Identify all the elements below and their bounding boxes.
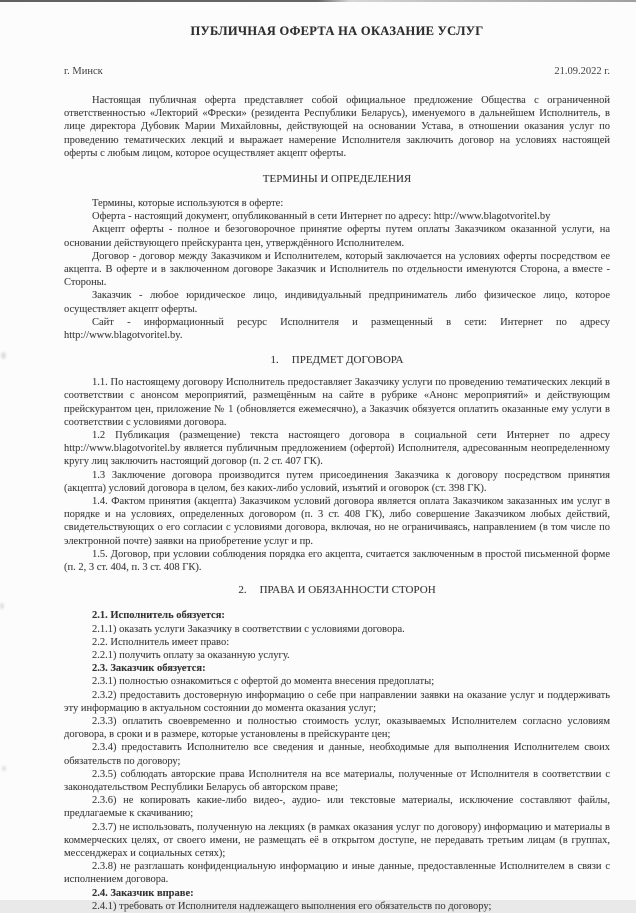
clause-2-2-1: 2.2.1) получить оплату за оказанную услугу. bbox=[92, 649, 290, 661]
clause-2-3-header: 2.3. Заказчик обязуется: bbox=[92, 663, 206, 675]
clause-2-2-header: 2.2. Исполнитель имеет право: bbox=[92, 636, 230, 648]
terms-intro-line: Термины, которые используются в оферте: bbox=[92, 198, 284, 210]
clause-2-3-1: 2.3.1) полностью ознакомиться с офертой до момента внесения предоплаты; bbox=[92, 676, 435, 688]
term-zakazchik: Заказчик - любое юридическое лицо, индивидуальный предприниматель либо физическое лицо, которое осуществляет акцепт оферты. bbox=[64, 290, 610, 315]
clause-1-3: 1.3 Заключение договора производится путем присоединения Заказчика к договору посредством принятия (акцепта) условий договора в целом, без каких-либо условий, изъятий и оговорок (ст. 398 ГК). bbox=[64, 469, 610, 494]
term-sait: Сайт - информационный ресурс Исполнителя и размещенный в сети: Интернет по адресу http://www.blagotvoritel.by. bbox=[64, 316, 610, 342]
clause-1-2: 1.2 Публикация (размещение) текста настоящего договора в социальной сети Интернет по адресу http://www.blagotvoritel.by является публичным предложением (офертой) Исполнителя, адресованным неопределенному кругу лиц заключить настоящий договор (п. 2 ст. 407 ГК). bbox=[64, 430, 610, 468]
term-dogovor: Договор - договор между Заказчиком и Исполнителем, который заключается на условиях оферты посредством ее акцепта. В оферте и в заключенном договоре Заказчик и Исполнитель по отдельности именуются Сторона, а вместе - Стороны. bbox=[64, 250, 610, 289]
clause-2-3-3: 2.3.3) оплатить своевременно и полностью стоимость услуг, оказываемых Исполнителем согласно условиям договора, в сроки и в размере, которые установлены в прейскуранте цен; bbox=[64, 715, 610, 741]
clause-2-3-6: 2.3.6) не копировать какие-либо видео-, аудио- или текстовые материалы, исключение составляют файлы, предлагаемые к скачиванию; bbox=[64, 795, 610, 820]
clause-1-1: 1.1. По настоящему договору Исполнитель предоставляет Заказчику услуги по проведению тематических лекций в соответствии с анонсом мероприятий, размещённым на сайте в рубрике «Анонс мероприятий» и действующим прейскурантом цен, приложение № 1 (обновляется ежемесячно), а Заказчик обязуется оплатить оказанные ему услуги в соответствии с условиями договора. bbox=[64, 377, 610, 428]
rights-section-heading bbox=[64, 584, 610, 596]
document-title: ПУБЛИЧНАЯ ОФЕРТА НА ОКАЗАНИЕ УСЛУГ bbox=[190, 24, 484, 38]
clause-2-3-2: 2.3.2) предоставить достоверную информацию о себе при направлении заявки на оказание услуг и поддерживать эту информацию в актуальном состоянии до момента оказания услуг; bbox=[64, 689, 610, 714]
subject-section-heading bbox=[64, 354, 610, 366]
terms-section-heading: ТЕРМИНЫ И ОПРЕДЕЛЕНИЯ bbox=[262, 173, 412, 186]
clause-1-4: 1.4. Фактом принятия (акцепта) Заказчиком условий договора является оплата Заказчиком заказанных им услуг в порядке и на условиях, определенных договором (п. 3 ст. 408 ГК), либо совершение Заказчиком любых действий, свидетельствующих о его согласии с условиями договора, включая, но не ограничиваясь, направлением (в том числе по электронной почте) заявки на приобретение услуг и пр. bbox=[64, 496, 610, 547]
clause-2-3-4: 2.3.4) предоставить Исполнителю все сведения и данные, необходимые для выполнения Исполнителем своих обязательств по договору; bbox=[64, 742, 610, 767]
intro-paragraph: Настоящая публичная оферта представляет собой официальное предложение Общества с ограниченной ответственностью «Лекторий «Фрески» (резидента Республики Беларусь), именуемого в дальнейшем Исполнитель, в лице директора Дубовик Марии Михайловны, действующей на основании Устава, в отношении оказания услуг по проведению тематических лекций и выражает намерение Исполнителя заключить договор на условиях настоящей оферты с любым лицом, которое осуществляет акцепт оферты. bbox=[64, 95, 610, 159]
meta-row bbox=[64, 66, 610, 77]
date-label: 21.09.2022 г. bbox=[554, 66, 610, 77]
clause-2-1-1: 2.1.1) оказать услуги Заказчику в соответствии с условиями договора. bbox=[92, 623, 405, 635]
term-akcept-oferty: Акцепт оферты - полное и безоговорочное принятие оферты путем оплаты Заказчиком оказанной услуги, на основании действующего прейскуранта цен, утверждённого Исполнителем. bbox=[64, 224, 610, 249]
clause-2-4-header: 2.4. Заказчик вправе: bbox=[92, 887, 194, 899]
clause-2-3-5: 2.3.5) соблюдать авторские права Исполнителя на все материалы, полученные от Исполнителя в соответствии с законодательством Республики Беларусь об авторском праве; bbox=[64, 768, 610, 793]
subject-section-title: ПРЕДМЕТ ДОГОВОРА bbox=[291, 354, 404, 367]
rights-section-number: 2. bbox=[238, 584, 247, 597]
city-label: г. Минск bbox=[64, 66, 103, 77]
clause-1-5: 1.5. Договор, при условии соблюдения порядка его акцепта, считается заключенным в простой письменной форме (п. 2, 3 ст. 404, п. 3 ст. 408 ГК). bbox=[64, 548, 610, 574]
clause-2-1-header: 2.1. Исполнитель обязуется: bbox=[92, 610, 225, 622]
subject-section-number: 1. bbox=[270, 354, 279, 367]
rights-section-title: ПРАВА И ОБЯЗАННОСТИ СТОРОН bbox=[259, 584, 436, 597]
clause-2-3-8: 2.3.8) не разглашать конфиденциальную информацию и иные данные, предоставленные Исполнителем в связи с исполнением договора. bbox=[64, 861, 610, 886]
clause-2-3-7: 2.3.7) не использовать, полученную на лекциях (в рамках оказания услуг по договору) информацию и материалы в коммерческих целях, от своего имени, не размещать её в открытом доступе, не передавать третьим лицам (в группах, мессенджерах и социальных сетях); bbox=[64, 821, 610, 859]
clause-2-4-1: 2.4.1) требовать от Исполнителя надлежащего выполнения его обязательств по договору; bbox=[92, 900, 492, 912]
term-oferta: Оферта - настоящий документ, опубликованный в сети Интернет по адресу: http://www.blagotvoritel.by bbox=[92, 211, 551, 223]
